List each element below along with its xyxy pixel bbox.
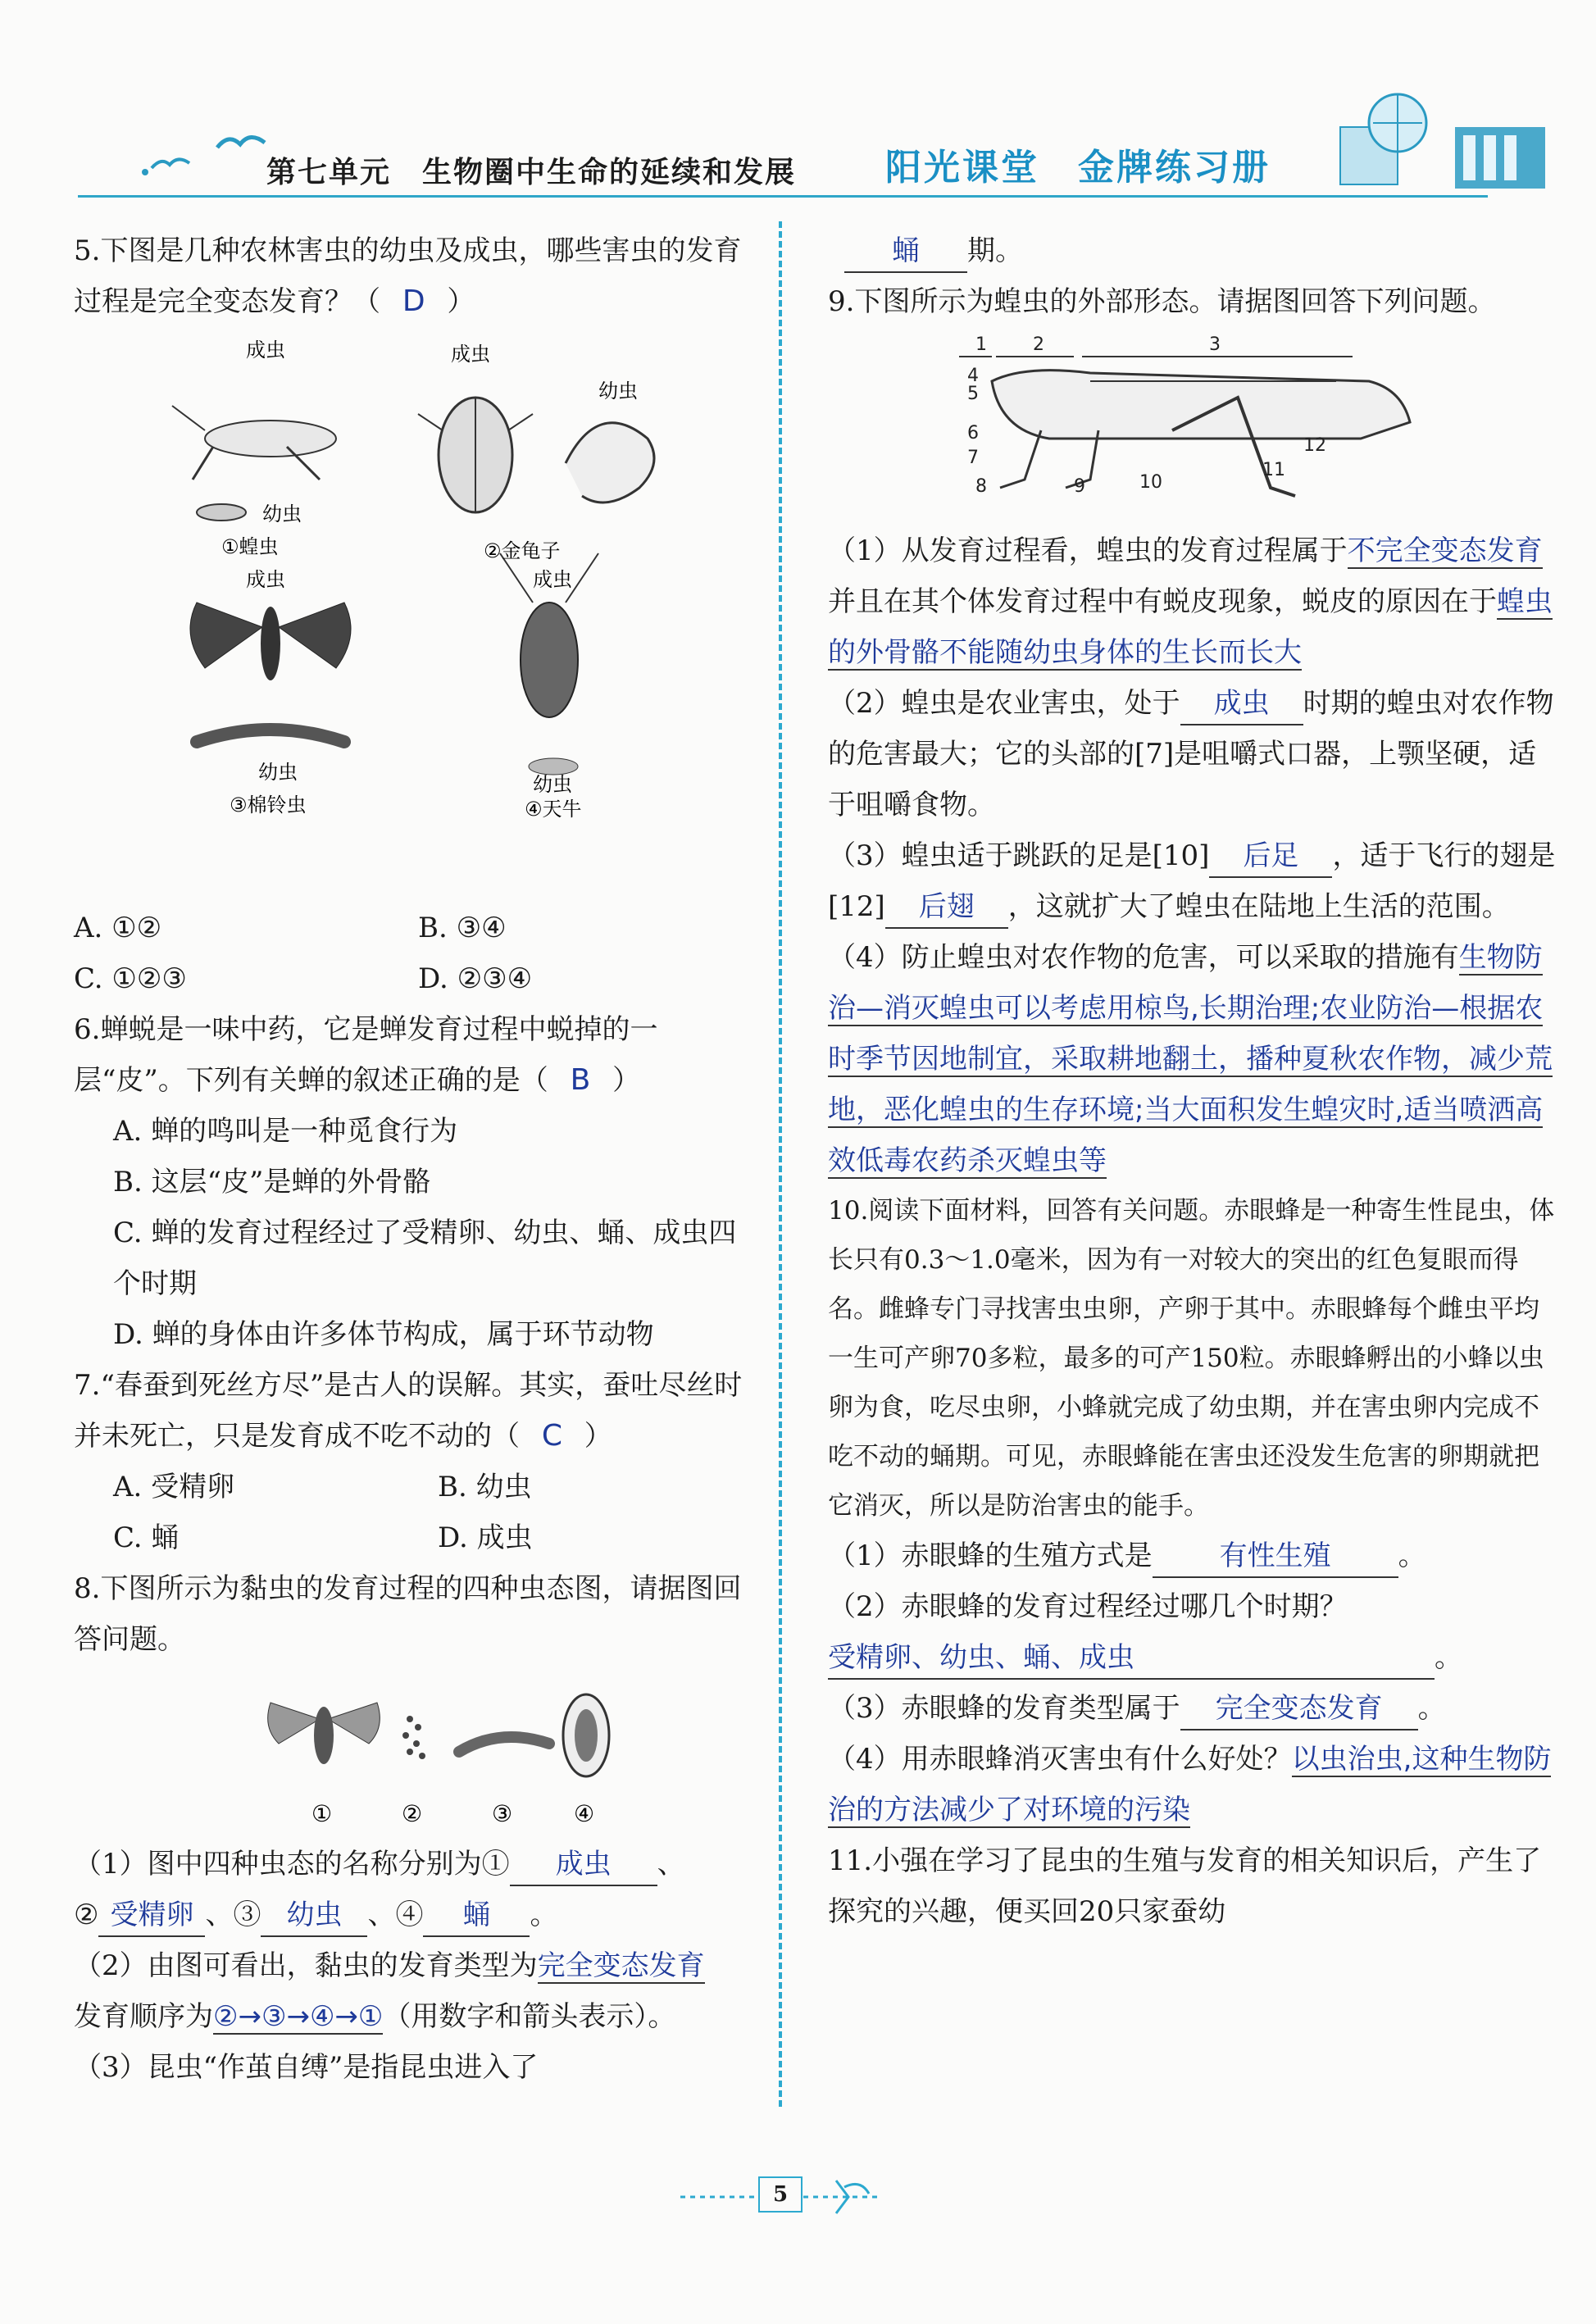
q9-fig-label-8: 8 bbox=[975, 476, 987, 497]
c3-adult-label: 成虫 bbox=[246, 568, 285, 591]
q6-option-a: A. 蝉的鸣叫是一种觅食行为 bbox=[113, 1115, 458, 1148]
q6-answer: B bbox=[570, 1063, 591, 1097]
q9-fig-label-5: 5 bbox=[967, 384, 979, 404]
q8-p2-answer-1: 完全变态发育 bbox=[537, 1949, 705, 1982]
page-number: 5 bbox=[758, 2176, 803, 2213]
q9-p1-text: （1）从发育过程看，蝗虫的发育过程属于 bbox=[828, 534, 1348, 567]
q5-answer: D bbox=[402, 284, 425, 318]
q8-part2 bbox=[74, 1940, 762, 2042]
q10-part4 bbox=[828, 1734, 1557, 1835]
unit-title: 第七单元 生物圈中生命的延续和发展 bbox=[266, 156, 797, 189]
c3-larva-label: 幼虫 bbox=[258, 761, 298, 784]
q9-fig-label-11: 11 bbox=[1262, 460, 1285, 480]
q8-p3-answer: 蛹 bbox=[844, 230, 967, 273]
q8-p1-text-3: 、③ bbox=[205, 1899, 261, 1931]
question-8: 8.下图所示为黏虫的发育过程的四种虫态图，请据图回答问题。 bbox=[74, 1572, 742, 1656]
q7-stem: 7.“春蚕到死丝方尽”是古人的误解。其实，蚕吐尽丝时并未死亡，只是发育成不吃不动的（ bbox=[74, 1369, 743, 1453]
q9-fig-label-3: 3 bbox=[1209, 334, 1221, 355]
q5-stem-end: ） bbox=[447, 285, 475, 318]
q9-fig-label-7: 7 bbox=[967, 448, 979, 468]
q8-p2-answer-2: ②→③→④→① bbox=[213, 2000, 384, 2033]
c2-adult-label: 成虫 bbox=[451, 343, 490, 366]
q9-p2-text: （2）蝗虫是农业害虫，处于 bbox=[828, 687, 1180, 720]
question-11: 11.小强在学习了昆虫的生殖与发育的相关知识后，产生了探究的兴趣，便买回20只家蚕幼 bbox=[828, 1844, 1542, 1928]
q8-fig-label-1: ① bbox=[311, 1800, 333, 1827]
q9-p3-text-2: ，适于飞行的翅是[12] bbox=[828, 839, 1556, 923]
q9-p3-answer-2: 后翅 bbox=[885, 886, 1008, 929]
left-column bbox=[74, 225, 762, 2093]
q8-p2-text: （2）由图可看出，黏虫的发育类型为 bbox=[74, 1949, 538, 1982]
q10-p1-answer: 有性生殖 bbox=[1153, 1535, 1398, 1578]
question-10: 10.阅读下面材料，回答有关问题。赤眼蜂是一种寄生性昆虫，体长只有0.3～1.0毫米，因为有一对较大的突出的红色复眼而得名。雌蜂专门寻找害虫虫卵，产卵于其中。赤眼蜂每个雌虫平均一生可产卵70多粒，最多的可产150粒。赤眼蜂孵出的小蜂以虫卵为食，吃尽虫卵，小蜂就完成了幼虫期，并在害虫卵内完成不吃不动的蛹期。可见，赤眼蜂能在害虫还没发生危害的卵期就把它消灭，所以是防治害虫的能手。 bbox=[828, 1196, 1555, 1521]
c4-caption: ④天牛 bbox=[525, 798, 582, 821]
q10-p2-text: （2）赤眼蜂的发育过程经过哪几个时期？ bbox=[828, 1590, 1348, 1623]
q5-figure bbox=[74, 332, 762, 898]
q9-figure bbox=[828, 332, 1557, 521]
q8-fig-label-3: ③ bbox=[492, 1800, 513, 1827]
q5-option-b: B. ③④ bbox=[418, 912, 507, 944]
armyworm-stages-illustration bbox=[74, 1670, 762, 1834]
workbook-brand: 阳光课堂 金牌练习册 bbox=[885, 147, 1271, 189]
q7-stem-end: ） bbox=[584, 1420, 612, 1453]
q9-part2 bbox=[828, 678, 1557, 830]
q7-option-a: A. 受精卵 bbox=[113, 1471, 235, 1503]
q8-p1-text-4: 、④ bbox=[367, 1899, 424, 1931]
q9-fig-label-6: 6 bbox=[967, 423, 979, 443]
q10-p3-text: （3）赤眼蜂的发育类型属于 bbox=[828, 1692, 1180, 1725]
q8-fig-label-4: ④ bbox=[574, 1800, 595, 1827]
q9-p1-answer-2: 蝗虫的外骨骼不能随幼虫身体的生长而长大 bbox=[828, 585, 1553, 669]
q10-p1-end: 。 bbox=[1398, 1539, 1426, 1572]
q7-options-row2 bbox=[74, 1512, 762, 1563]
q8-figure bbox=[74, 1670, 762, 1834]
right-column bbox=[828, 225, 1557, 1937]
q6-option-b: B. 这层“皮”是蝉的外骨骼 bbox=[113, 1166, 431, 1198]
q9-p2-text-2: 时期的蝗虫对农作物的危害最大；它的头部的[7]是咀嚼式口器，上颚坚硬，适于咀嚼食物。 bbox=[828, 687, 1554, 821]
question-5 bbox=[74, 225, 762, 327]
q7-option-d: D. 成虫 bbox=[438, 1521, 533, 1554]
q9-fig-label-4: 4 bbox=[967, 366, 979, 386]
c1-adult-label: 成虫 bbox=[246, 339, 285, 362]
c2-caption: ②金龟子 bbox=[484, 539, 561, 562]
c1-larva-label: 幼虫 bbox=[262, 503, 302, 525]
q7-option-b: B. 幼虫 bbox=[438, 1471, 532, 1503]
q5-option-a: A. ①② bbox=[74, 912, 162, 944]
locust-anatomy-illustration bbox=[828, 332, 1557, 521]
q9-part4 bbox=[828, 932, 1557, 1186]
q6-stem: 6.蝉蜕是一味中药，它是蝉发育过程中蜕掉的一层“皮”。下列有关蝉的叙述正确的是（ bbox=[74, 1013, 658, 1097]
q10-part1 bbox=[828, 1530, 1557, 1581]
q10-part2 bbox=[828, 1581, 1557, 1683]
q10-p2-answer: 受精卵、幼虫、蛹、成虫 bbox=[828, 1637, 1435, 1680]
q8-p3-end: 期。 bbox=[967, 234, 1023, 267]
c3-caption: ③棉铃虫 bbox=[230, 794, 307, 816]
q8-p1-answer-3: 幼虫 bbox=[261, 1894, 367, 1937]
q9-part1 bbox=[828, 525, 1557, 678]
q9-fig-label-9: 9 bbox=[1074, 476, 1085, 497]
q9-p4-text: （4）防止蝗虫对农作物的危害，可以采取的措施有 bbox=[828, 941, 1459, 974]
q8-p2-text-2: 发育顺序为 bbox=[74, 2000, 213, 2033]
q8-p1-end: 。 bbox=[530, 1899, 558, 1931]
q10-part3 bbox=[828, 1683, 1557, 1734]
q8-fig-label-2: ② bbox=[402, 1800, 423, 1827]
q8-p1-sep: 、 bbox=[657, 1848, 685, 1881]
q6-option-d: D. 蝉的身体由许多体节构成，属于环节动物 bbox=[113, 1318, 654, 1351]
q5-option-c: C. ①②③ bbox=[74, 962, 187, 995]
q8-p2-end: （用数字和箭头表示）。 bbox=[383, 2000, 676, 2033]
q10-p4-answer: 以虫治虫,这种生物防治的方法减少了对环境的污染 bbox=[828, 1743, 1552, 1826]
globe-desk-icon bbox=[1291, 78, 1553, 193]
c4-larva-label: 幼虫 bbox=[533, 773, 572, 796]
q8-p1-answer-4: 蛹 bbox=[423, 1894, 530, 1937]
column-divider bbox=[779, 221, 782, 2107]
q9-part3 bbox=[828, 830, 1557, 932]
q9-p3-text: （3）蝗虫适于跳跃的足是[10] bbox=[828, 839, 1210, 872]
q9-p1-answer: 不完全变态发育 bbox=[1347, 534, 1543, 567]
c1-caption: ①蝗虫 bbox=[221, 535, 279, 558]
question-9: 9.下图所示为蝗虫的外部形态。请据图回答下列问题。 bbox=[828, 285, 1496, 318]
q9-fig-label-1: 1 bbox=[975, 334, 987, 355]
q8-part1 bbox=[74, 1839, 762, 1940]
q9-p4-answer: 生物防治—消灭蝗虫可以考虑用椋鸟,长期治理;农业防治—根据农时季节因地制宜，采取耕地翻土，播种夏秋农作物，减少荒地，恶化蝗虫的生存环境;当大面积发生蝗灾时,适当喷洒高效低毒农药杀灭蝗虫等 bbox=[828, 941, 1553, 1177]
q6-stem-end: ） bbox=[612, 1064, 641, 1097]
q8-part3-continued bbox=[828, 225, 1557, 276]
q5-options-row2 bbox=[74, 953, 762, 1004]
birds-icon bbox=[135, 123, 283, 180]
q10-p4-text: （4）用赤眼蜂消灭害虫有什么好处？ bbox=[828, 1743, 1292, 1776]
q9-p3-text-3: ，这就扩大了蝗虫在陆地上生活的范围。 bbox=[1007, 890, 1510, 923]
header-rule bbox=[78, 195, 1488, 198]
q8-p1-answer-1: 成虫 bbox=[510, 1844, 657, 1886]
q10-p3-answer: 完全变态发育 bbox=[1180, 1688, 1418, 1730]
q5-options-row1 bbox=[74, 903, 762, 953]
q9-p3-answer-1: 后足 bbox=[1209, 835, 1332, 878]
q8-p1-text-2: ② bbox=[74, 1899, 99, 1931]
q7-options-row1 bbox=[74, 1462, 762, 1512]
q8-part3: （3）昆虫“作茧自缚”是指昆虫进入了 bbox=[74, 2051, 539, 2084]
q7-answer: C bbox=[541, 1419, 562, 1453]
q9-fig-label-10: 10 bbox=[1139, 472, 1162, 493]
question-6 bbox=[74, 1004, 762, 1106]
q9-fig-label-2: 2 bbox=[1033, 334, 1044, 355]
q8-p1-answer-2: 受精卵 bbox=[98, 1894, 205, 1937]
q5-option-d: D. ②③④ bbox=[418, 962, 533, 995]
c4-adult-label: 成虫 bbox=[533, 568, 572, 591]
q10-p3-end: 。 bbox=[1417, 1692, 1446, 1725]
q7-option-c: C. 蛹 bbox=[113, 1521, 180, 1554]
q10-p1-text: （1）赤眼蜂的生殖方式是 bbox=[828, 1539, 1153, 1572]
q5-stem: 5.下图是几种农林害虫的幼虫及成虫，哪些害虫的发育过程是完全变态发育？（ bbox=[74, 234, 742, 318]
q10-p2-end: 。 bbox=[1435, 1641, 1462, 1674]
q9-p1-text-2: 并且在其个体发育过程中有蜕皮现象，蜕皮的原因在于 bbox=[828, 585, 1497, 618]
q6-option-c: C. 蝉的发育过程经过了受精卵、幼虫、蛹、成虫四个时期 bbox=[113, 1217, 737, 1300]
question-7 bbox=[74, 1360, 762, 1462]
q9-fig-label-12: 12 bbox=[1303, 435, 1326, 456]
q9-p2-answer: 成虫 bbox=[1180, 683, 1303, 725]
pest-insects-illustration bbox=[74, 332, 762, 898]
page-header bbox=[78, 123, 1553, 201]
c2-larva-label: 幼虫 bbox=[598, 380, 638, 402]
q8-p1-text: （1）图中四种虫态的名称分别为① bbox=[74, 1848, 510, 1881]
